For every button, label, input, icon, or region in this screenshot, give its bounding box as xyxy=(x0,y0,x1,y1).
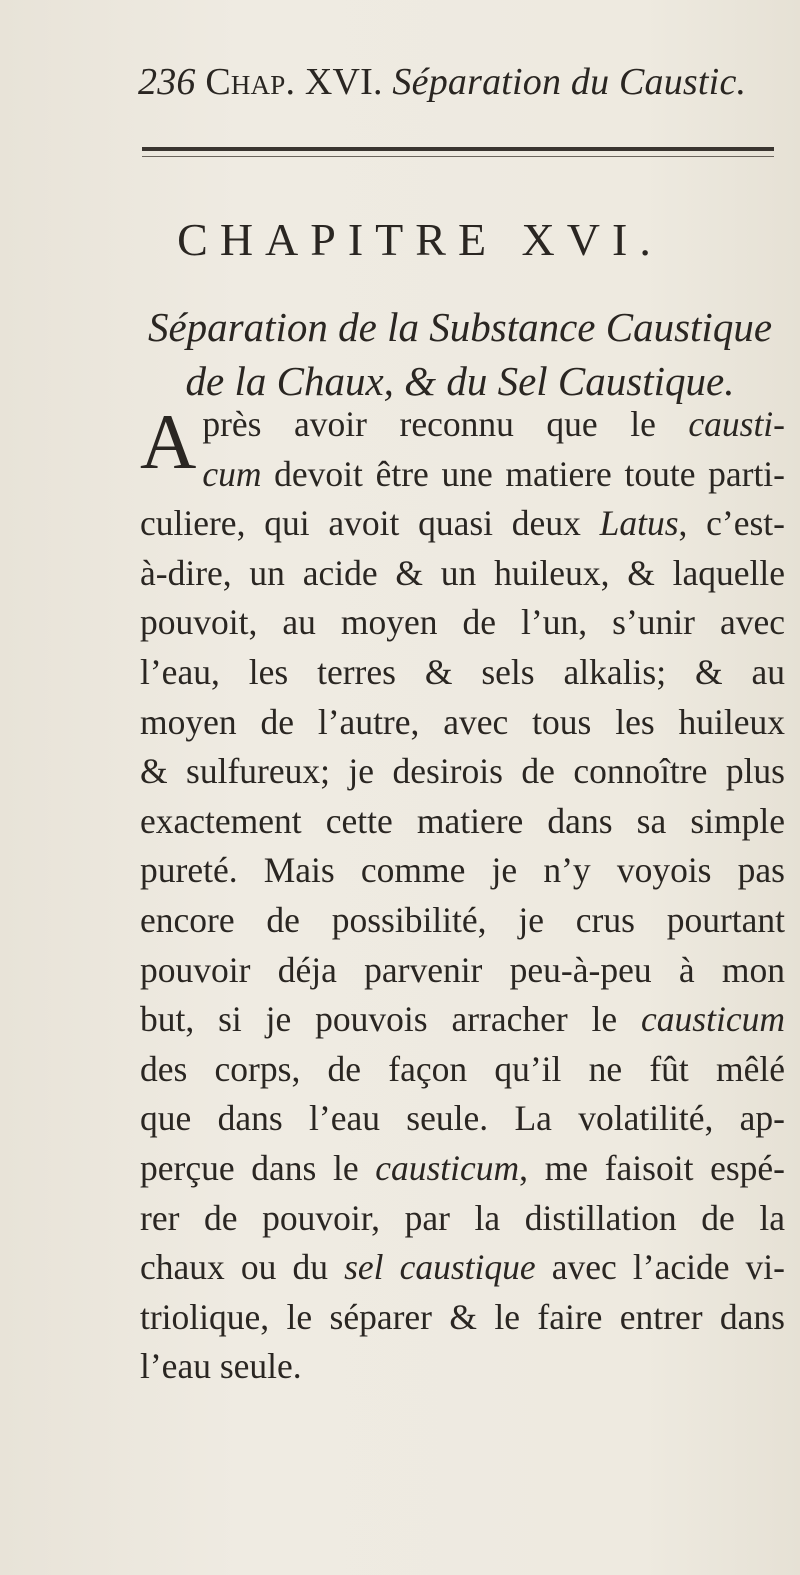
text-roman: chaux ou du xyxy=(140,1247,345,1288)
running-head-chapter: Chap. XVI. xyxy=(205,61,383,103)
text-roman: exactement cette matiere dans sa simple xyxy=(140,800,785,841)
chapter-heading: CHAPITRE XVI. xyxy=(177,214,663,265)
text-roman: l’eau, les terres & sels alkalis; & au xyxy=(140,651,785,692)
text-roman: encore de possibilité, je crus pourtant xyxy=(140,899,785,940)
text-line xyxy=(140,1342,785,1392)
text-line xyxy=(140,797,785,847)
text-roman: , c’est- xyxy=(678,503,785,544)
text-roman: & sulfureux; je desirois de connoître plus xyxy=(140,751,785,792)
text-italic: cum xyxy=(202,453,262,494)
text-roman: que dans l’eau seule. La volatilité, ap- xyxy=(140,1098,785,1139)
text-roman: rer de pouvoir, par la distillation de la xyxy=(140,1197,785,1238)
text-roman: des corps, de façon qu’il ne fût mêlé xyxy=(140,1048,785,1089)
body-paragraph xyxy=(140,400,785,1392)
text-line xyxy=(140,400,785,450)
text-roman: perçue dans le xyxy=(140,1147,376,1188)
text-line xyxy=(140,499,785,549)
text-roman: devoit être une matiere toute parti- xyxy=(261,453,785,494)
text-line xyxy=(140,1045,785,1095)
text-roman: l’eau seule. xyxy=(140,1346,302,1387)
text-line xyxy=(140,698,785,748)
text-line xyxy=(140,549,785,599)
text-italic: Latus xyxy=(599,503,679,544)
text-roman: but, si je pouvois arracher le xyxy=(140,999,642,1040)
text-line xyxy=(140,1243,785,1293)
text-roman: , me faisoit espé- xyxy=(519,1147,785,1188)
header-rule-thick xyxy=(142,147,774,151)
text-line xyxy=(140,846,785,896)
text-line xyxy=(140,598,785,648)
page-number: 236 xyxy=(138,61,196,103)
text-line xyxy=(140,1144,785,1194)
text-italic: causticum xyxy=(641,999,785,1040)
text-roman: triolique, le séparer & le faire entrer dans xyxy=(140,1296,785,1337)
text-line xyxy=(140,1094,785,1144)
paragraph-lines xyxy=(140,400,785,1392)
chapter-title xyxy=(120,300,800,408)
text-roman: moyen de l’autre, avec tous les huileux xyxy=(140,701,785,742)
running-head-title: Séparation du Caustic. xyxy=(392,61,747,103)
text-roman: près avoir reconnu que le xyxy=(202,404,689,444)
text-roman: avec l’acide vi- xyxy=(535,1247,785,1288)
text-roman: pouvoit, au moyen de l’un, s’unir avec xyxy=(140,602,785,643)
text-line xyxy=(140,995,785,1045)
text-roman: pureté. Mais comme je n’y voyois pas xyxy=(140,850,785,891)
text-line xyxy=(140,1293,785,1343)
text-italic: causti- xyxy=(688,404,785,444)
text-line xyxy=(140,648,785,698)
text-italic: sel caustique xyxy=(344,1247,536,1288)
text-line xyxy=(140,450,785,500)
text-line xyxy=(140,896,785,946)
text-roman: à-dire, un acide & un huileux, & laquelle xyxy=(140,552,785,593)
text-roman: culiere, qui avoit quasi deux xyxy=(140,503,600,544)
header-rule-thin xyxy=(142,156,774,157)
drop-cap: A xyxy=(140,398,197,485)
chapter-title-line-2: de la Chaux, & du Sel Caustique. xyxy=(185,358,735,404)
text-line xyxy=(140,946,785,996)
text-roman: pouvoir déja parvenir peu-à-peu à mon xyxy=(140,949,785,990)
chapter-title-line-1: Séparation de la Substance Caustique xyxy=(147,304,773,350)
running-head xyxy=(138,60,778,104)
text-italic: causticum xyxy=(375,1147,520,1188)
text-line xyxy=(140,1194,785,1244)
text-line xyxy=(140,747,785,797)
